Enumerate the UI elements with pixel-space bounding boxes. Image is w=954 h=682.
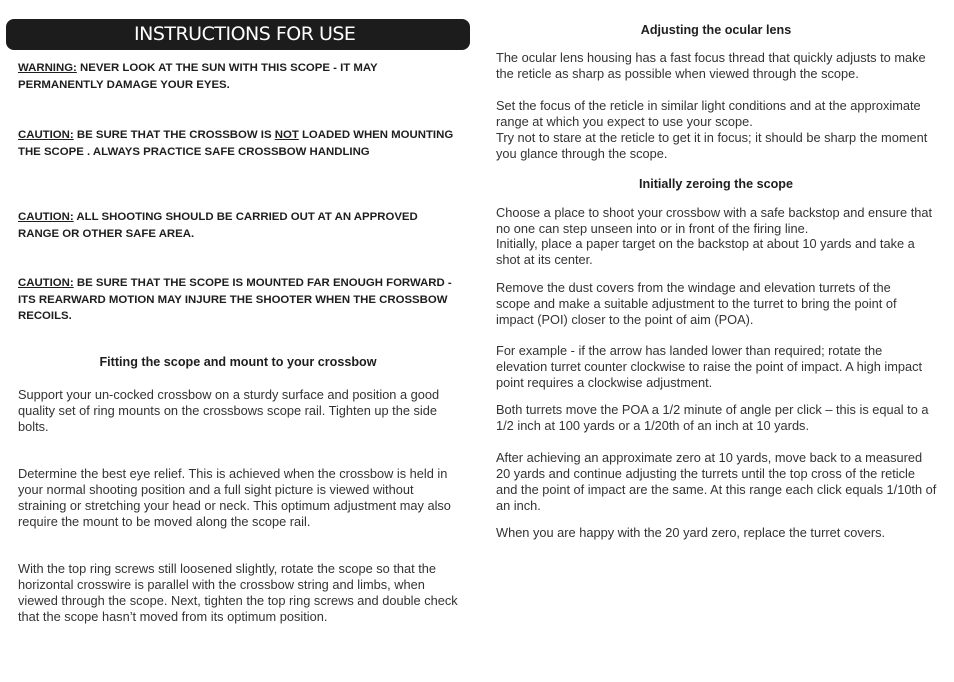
ocular-paragraph: Try not to stare at the reticle to get it in focus; it should be sharp the moment you glance through the scope. (496, 130, 928, 161)
ocular-paragraph: Set the focus of the reticle in similar light conditions and at the approximate range at which you expect to use your scope. (496, 98, 921, 129)
zeroing-paragraph: When you are happy with the 20 yard zero, replace the turret covers. (496, 525, 886, 540)
zeroing-paragraph: Initially, place a paper target on the backstop at about 10 yards and take a shot at its center. (496, 236, 915, 267)
zeroing-paragraph: For example - if the arrow has landed lower than required; rotate the elevation turret counter clockwise to raise the point of impact. A high impact point requires a clockwise adjustment. (496, 343, 923, 390)
fitting-paragraph: Determine the best eye relief. This is achieved when the crossbow is held in your normal shooting position and a full sight picture is viewed without straining or stretching your head or neck. This optimum adjustment may also require the mount to be moved along the scope rail. (18, 466, 451, 529)
warning-text: NEVER LOOK AT THE SUN WITH THIS SCOPE - IT MAY PERMANENTLY DAMAGE YOUR EYES. (18, 62, 378, 91)
warning-tag: WARNING: (18, 62, 77, 74)
instructions-header (6, 19, 470, 50)
caution-text: BE SURE THAT THE SCOPE IS MOUNTED FAR ENOUGH FORWARD - ITS REARWARD MOTION MAY INJURE THE SHOOTER WHEN THE CROSSBOW RECOILS. (18, 277, 452, 322)
caution-text-underlined: NOT (274, 129, 299, 141)
caution-tag: CAUTION: (18, 129, 74, 141)
zeroing-paragraph: After achieving an approximate zero at 10 yards, move back to a measured 20 yards and continue adjusting the turrets until the top cross of the reticle and the point of impact are the same. At this range each click equals 1/10th of an inch. (496, 450, 937, 513)
zeroing-heading: Initially zeroing the scope (639, 177, 793, 191)
ocular-heading: Adjusting the ocular lens (640, 23, 792, 37)
warning-sun (18, 60, 458, 93)
page-title: INSTRUCTIONS FOR USE (134, 23, 356, 45)
caution-text-pre: BE SURE THAT THE CROSSBOW IS (73, 129, 275, 141)
fitting-heading: Fitting the scope and mount to your crossbow (99, 355, 377, 369)
zeroing-paragraph: Both turrets move the POA a 1/2 minute of angle per click – this is equal to a 1/2 inch at 100 yards or a 1/20th of an inch at 10 yards. (496, 402, 929, 433)
fitting-paragraph: Support your un-cocked crossbow on a sturdy surface and position a good quality set of ring mounts on the crossbows scope rail. Tighten up the side bolts. (18, 387, 440, 434)
caution-mounting (18, 275, 458, 325)
zeroing-paragraph: Remove the dust covers from the windage and elevation turrets of the scope and make a suitable adjustment to the turret to bring the point of impact (POI) closer to the point of aim (POA). (496, 280, 897, 327)
caution-tag: CAUTION: (18, 211, 74, 223)
caution-range (18, 209, 458, 242)
caution-text: ALL SHOOTING SHOULD BE CARRIED OUT AT AN APPROVED RANGE OR OTHER SAFE AREA. (18, 211, 418, 240)
fitting-paragraph: With the top ring screws still loosened slightly, rotate the scope so that the horizontal crosswire is parallel with the crossbow string and limbs, when viewed through the scope. Next, tighten the top ring screws and double check that the scope hasn’t moved from its optimum position. (18, 561, 458, 624)
caution-tag: CAUTION: (18, 277, 74, 289)
zeroing-paragraph: Choose a place to shoot your crossbow with a safe backstop and ensure that no one can step unseen into or in front of the firing line. (496, 205, 933, 236)
caution-loaded (18, 127, 458, 160)
ocular-paragraph: The ocular lens housing has a fast focus thread that quickly adjusts to make the reticle as sharp as possible when viewed through the scope. (496, 50, 926, 81)
caution-text-post: LOADED WHEN MOUNTING THE SCOPE . ALWAYS PRACTICE SAFE CROSSBOW HANDLING (18, 129, 454, 158)
